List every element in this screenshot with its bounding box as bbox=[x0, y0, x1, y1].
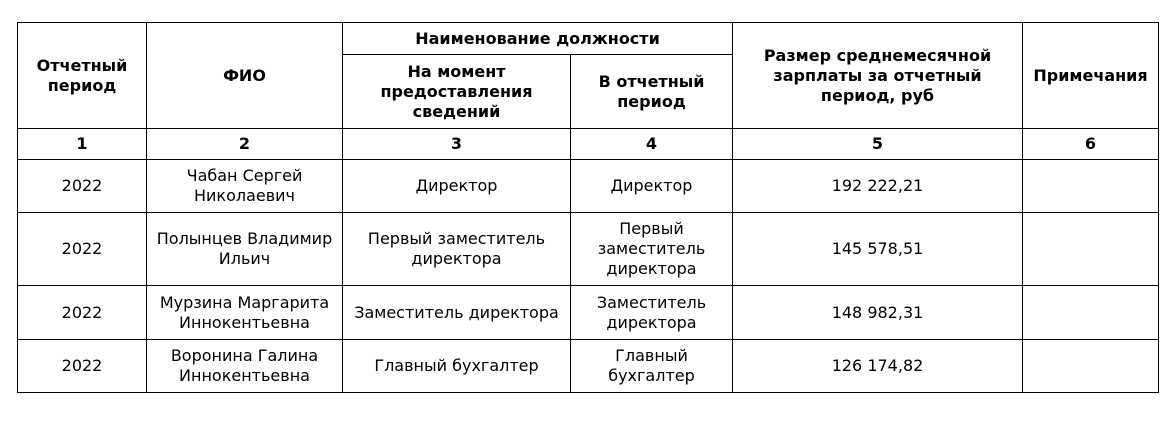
column-number: 4 bbox=[571, 129, 733, 160]
cell-position-at-submission: Директор bbox=[343, 160, 571, 213]
cell-notes bbox=[1023, 286, 1159, 340]
cell-fio: Мурзина Маргарита Иннокентьевна bbox=[147, 286, 343, 340]
cell-position-at-submission: Первый заместитель директора bbox=[343, 213, 571, 286]
cell-position-in-period: Заместитель директора bbox=[571, 286, 733, 340]
cell-notes bbox=[1023, 160, 1159, 213]
cell-fio: Чабан Сергей Николаевич bbox=[147, 160, 343, 213]
salary-table bbox=[17, 22, 1159, 393]
cell-fio: Полынцев Владимир Ильич bbox=[147, 213, 343, 286]
cell-position-at-submission: Главный бухгалтер bbox=[343, 340, 571, 393]
header-salary: Размер среднемесячной зарплаты за отчетный период, руб bbox=[733, 23, 1023, 129]
table-row bbox=[18, 160, 1159, 213]
column-number-row bbox=[18, 129, 1159, 160]
cell-period: 2022 bbox=[18, 213, 147, 286]
header-position-in-period: В отчетный период bbox=[571, 55, 733, 129]
cell-notes bbox=[1023, 340, 1159, 393]
header-position-at-submission: На момент предоставления сведений bbox=[343, 55, 571, 129]
cell-period: 2022 bbox=[18, 160, 147, 213]
table-row bbox=[18, 213, 1159, 286]
column-number: 1 bbox=[18, 129, 147, 160]
header-position-group: Наименование должности bbox=[343, 23, 733, 55]
header-period: Отчетный период bbox=[18, 23, 147, 129]
cell-salary: 126 174,82 bbox=[733, 340, 1023, 393]
cell-salary: 148 982,31 bbox=[733, 286, 1023, 340]
cell-salary: 192 222,21 bbox=[733, 160, 1023, 213]
cell-period: 2022 bbox=[18, 340, 147, 393]
column-number: 6 bbox=[1023, 129, 1159, 160]
table-row bbox=[18, 340, 1159, 393]
cell-salary: 145 578,51 bbox=[733, 213, 1023, 286]
header-notes: Примечания bbox=[1023, 23, 1159, 129]
header-row-1 bbox=[18, 23, 1159, 55]
cell-position-in-period: Директор bbox=[571, 160, 733, 213]
cell-notes bbox=[1023, 213, 1159, 286]
column-number: 3 bbox=[343, 129, 571, 160]
cell-period: 2022 bbox=[18, 286, 147, 340]
table-row bbox=[18, 286, 1159, 340]
cell-position-in-period: Главный бухгалтер bbox=[571, 340, 733, 393]
column-number: 2 bbox=[147, 129, 343, 160]
column-number: 5 bbox=[733, 129, 1023, 160]
cell-fio: Воронина Галина Иннокентьевна bbox=[147, 340, 343, 393]
cell-position-in-period: Первый заместитель директора bbox=[571, 213, 733, 286]
header-fio: ФИО bbox=[147, 23, 343, 129]
cell-position-at-submission: Заместитель директора bbox=[343, 286, 571, 340]
